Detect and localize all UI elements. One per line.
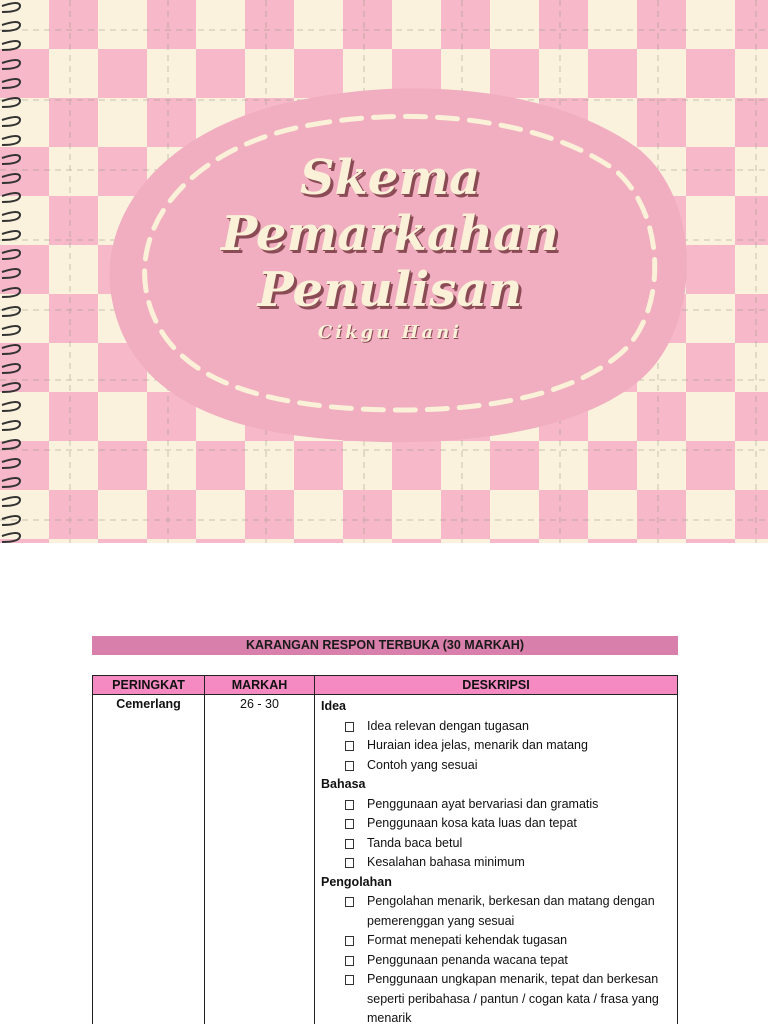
cell-level: Cemerlang	[93, 695, 205, 1024]
checkbox-icon	[345, 800, 354, 810]
list-item	[345, 736, 677, 756]
section-banner: KARANGAN RESPON TERBUKA (30 MARKAH)	[92, 636, 678, 655]
checkbox-icon	[345, 741, 354, 751]
checkbox-icon	[345, 761, 354, 771]
list-item-text: Penggunaan ayat bervariasi dan gramatis	[367, 796, 599, 811]
checkbox-icon	[345, 975, 354, 985]
list-item-text: Contoh yang sesuai	[367, 757, 478, 772]
title-line-3: Penulisan	[257, 262, 523, 318]
cover-title	[180, 150, 600, 343]
title-line-1: Skema	[299, 150, 481, 206]
list-item-text: Penggunaan kosa kata luas dan tepat	[367, 816, 577, 830]
list-item-text: Format menepati kehendak tugasan	[367, 933, 568, 947]
list-item-text: Penggunaan ungkapan menarik, tepat dan berkesan seperti peribahasa / pantun / cogan kata / frasa yang menarik	[367, 972, 659, 1024]
group-title-idea: Idea	[321, 699, 347, 713]
header-peringkat: PERINGKAT	[93, 676, 205, 695]
group-title-bahasa: Bahasa	[321, 777, 366, 791]
header-markah: MARKAH	[205, 676, 315, 695]
list-item	[345, 892, 677, 931]
rubric-table	[92, 675, 678, 1024]
header-deskripsi: DESKRIPSI	[315, 676, 678, 695]
checkbox-icon	[345, 819, 354, 829]
author-name: Cikgu Hani	[317, 322, 463, 343]
checkbox-icon	[345, 956, 354, 966]
list-item-text: Idea relevan dengan tugasan	[367, 718, 529, 733]
list-item-text: Kesalahan bahasa minimum	[367, 855, 525, 869]
list-item	[345, 834, 677, 854]
list-idea	[321, 717, 677, 776]
group-title-pengolahan: Pengolahan	[321, 874, 392, 889]
list-item-text: Penggunaan penanda wacana tepat	[367, 952, 568, 967]
cell-marks: 26 - 30	[205, 695, 315, 1024]
checkbox-icon	[345, 936, 354, 946]
list-item	[345, 814, 677, 834]
spiral-binding	[0, 0, 26, 543]
list-item	[345, 756, 677, 776]
list-item	[345, 951, 677, 971]
list-item	[345, 970, 677, 1024]
list-item	[345, 795, 677, 815]
list-item-text: Tanda baca betul	[367, 835, 463, 850]
list-item-text: Pengolahan menarik, berkesan dan matang dengan pemerenggan yang sesuai	[367, 894, 655, 928]
checkbox-icon	[345, 722, 354, 732]
checkbox-icon	[345, 858, 354, 868]
list-pengolahan	[321, 892, 677, 1024]
checkbox-icon	[345, 839, 354, 849]
title-line-2: Pemarkahan	[221, 206, 559, 262]
checkbox-icon	[345, 897, 354, 907]
list-item	[345, 931, 677, 951]
list-bahasa	[321, 795, 677, 873]
list-item	[345, 853, 677, 873]
list-item-text: Huraian idea jelas, menarik dan matang	[367, 738, 588, 752]
table-row	[93, 695, 678, 1024]
cell-description	[315, 695, 678, 1024]
table-header-row	[93, 676, 678, 695]
list-item	[345, 717, 677, 737]
